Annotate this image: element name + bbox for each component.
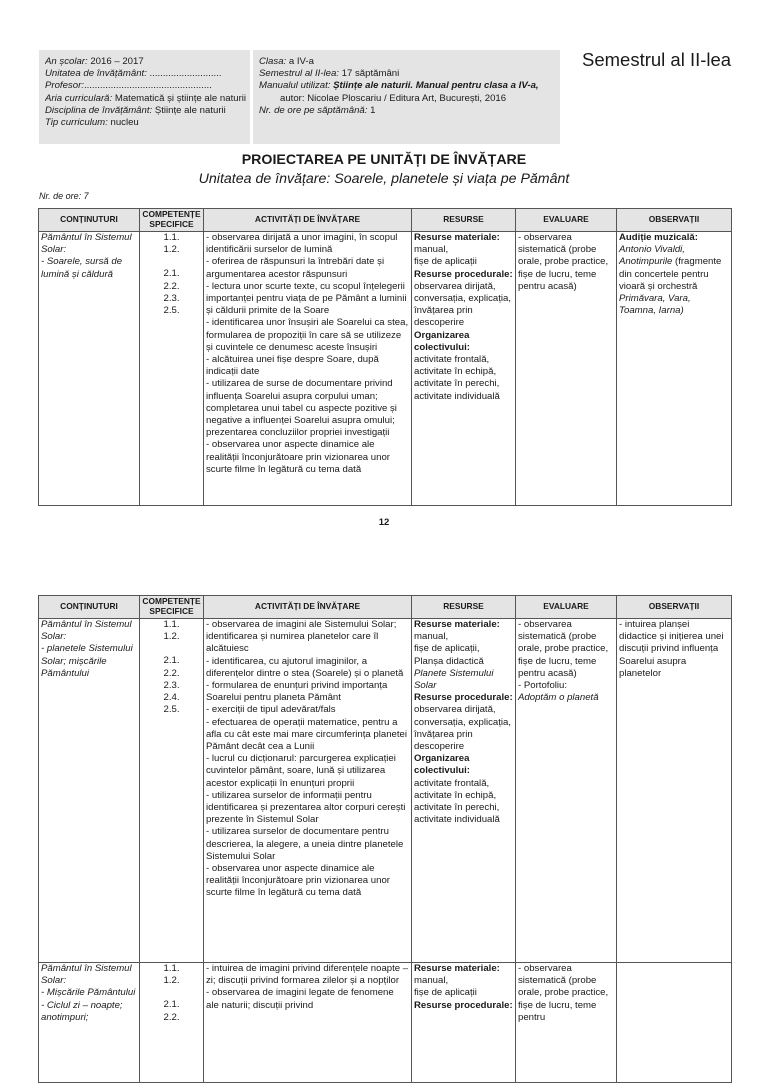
class-info: Clasa: a IV-a (259, 56, 314, 67)
teacher: Profesor:................................................ (45, 80, 212, 92)
school-year: An școlar: 2016 – 2017 (45, 56, 144, 67)
resource-label: Organizarea colectivului: (414, 329, 470, 353)
column-header-activities: ACTIVITĂȚI DE ÎNVĂȚARE (204, 209, 412, 232)
evaluation-item: - observarea sistematică (probe orale, probe practice, fișe de lucru, teme pentru (518, 963, 609, 1023)
competence-code: 2.3. (163, 679, 180, 691)
activity-item: - alcătuirea unei fișe despre Soare, după indicații date (206, 354, 379, 378)
column-header-contents: CONȚINUTURI (39, 209, 140, 232)
contents-cell (39, 963, 140, 1083)
competence-code: 1.1. (163, 232, 180, 243)
activity-item: - observarea unor aspecte dinamice ale realității înconjurătoare prin vizionarea unor scurte filme în legătură cu tema dată (206, 863, 390, 899)
content-line: Pământul în Sistemul Solar: (41, 619, 132, 643)
activity-item: - utilizarea surselor de informații pentru identificarea și prezentarea altor corpuri cerești prezente în Sistemul Solar (206, 789, 406, 826)
competence-code: 1.1. (163, 963, 180, 974)
table-row (39, 232, 732, 506)
semester-title: Semestrul al II-lea (582, 49, 732, 70)
observations-cell (617, 963, 732, 1083)
column-header-evaluation: EVALUARE (516, 596, 617, 619)
column-header-contents: CONȚINUTURI (39, 596, 140, 619)
hours-note: Nr. de ore: 7 (39, 191, 89, 201)
content-line: Pământul în Sistemul Solar: (41, 963, 132, 987)
table-row (39, 963, 732, 1083)
resources-cell (412, 619, 516, 963)
discipline: Disciplina de învățământ: Științe ale naturii (45, 104, 226, 116)
evaluation-cell (516, 619, 617, 963)
competence-code: 1.2. (163, 631, 180, 643)
column-header-activities: ACTIVITĂȚI DE ÎNVĂȚARE (204, 596, 412, 619)
resource-item: activitate frontală, activitate în echipă, activitate în perechi, activitate individuală (414, 354, 500, 402)
resource-label: Resurse procedurale: (414, 692, 513, 704)
table-header-row (39, 596, 732, 619)
table-header-row (39, 209, 732, 232)
planning-table-page-13 (38, 595, 732, 1083)
resource-item: manual, (414, 244, 449, 256)
content-line: - Mișcările Pământului (41, 987, 136, 999)
competence-code: 2.1. (163, 268, 180, 280)
observations-cell (617, 232, 732, 506)
manual-info: Manualul utilizat: Științe ale naturii. Manual pentru clasa a IV-a, (259, 80, 539, 92)
unit-subtitle: Unitatea de învățare: Soarele, planetele și viața pe Pământ (198, 171, 570, 187)
resource-item: Planșa didactică (414, 655, 484, 667)
activities-cell (204, 963, 412, 1083)
page-title: PROIECTAREA PE UNITĂȚI DE ÎNVĂȚARE (241, 152, 527, 168)
column-header-competences: COMPETENȚE SPECIFICE (140, 596, 204, 619)
evaluation-item: - observarea sistematică (probe orale, probe practice, fișe de lucru, teme pentru acasă) (518, 232, 609, 292)
resource-item: fișe de aplicații, (414, 643, 480, 655)
resource-label: Resurse materiale: (414, 232, 500, 243)
resource-label: Organizarea colectivului: (414, 753, 470, 777)
resource-item: activitate frontală, activitate în echipă, activitate în perechi, activitate individuală (414, 777, 500, 826)
activity-item: - lucrul cu dicționarul: parcurgerea explicației cuvintelor pământ, soare, lună și utilizarea acestor explicații în enunțuri proprii (206, 753, 396, 789)
activity-item: - intuirea de imagini privind diferențele noapte – zi; discuții privind formarea zilelor și a nopților (206, 963, 409, 987)
resource-item: fișe de aplicații (414, 987, 477, 999)
activities-cell (204, 619, 412, 963)
resource-item: Planete Sistemului Solar (414, 667, 494, 692)
activities-cell (204, 232, 412, 506)
resource-item: observarea dirijată, conversația, explicația, învățarea prin descoperire (414, 704, 512, 753)
resource-item: manual, (414, 975, 449, 987)
activity-item: - identificarea, cu ajutorul imaginilor, a diferențelor dintre o stea (Soarele) și o planetă (206, 655, 404, 679)
competence-code: 2.4. (163, 692, 180, 704)
activity-item: - observarea unor aspecte dinamice ale realității înconjurătoare prin vizionarea unor scurte filme în legătură cu tema dată (206, 439, 390, 475)
content-line: Pământul în Sistemul Solar: (41, 232, 132, 256)
activity-item: - observarea de imagini legate de fenomene ale naturii; discuții privind (206, 987, 394, 1011)
curriculum-type: Tip curriculum: nucleu (45, 117, 139, 129)
resource-item: fișe de aplicații (414, 256, 477, 268)
evaluation-item: - observarea sistematică (probe orale, probe practice, fișe de lucru, teme pentru acasă) (518, 619, 609, 679)
activity-item: - identificarea unor însușiri ale Soarelui ca stea, formularea de propoziții în care să se utilizeze și cuvintele ce denumesc aceste însușiri (206, 317, 409, 353)
evaluation-item: - Portofoliu: (518, 680, 568, 692)
header-info-middle (253, 50, 560, 144)
resource-item: manual, (414, 631, 449, 643)
competence-code: 1.1. (163, 619, 180, 630)
competence-code: 1.2. (163, 975, 180, 987)
activity-item: - utilizarea surselor de documentare pentru descrierea, la alegere, a uneia dintre planetele Sistemului Solar (206, 826, 404, 862)
competence-code: 2.5. (163, 305, 180, 317)
table-row (39, 619, 732, 963)
contents-cell (39, 619, 140, 963)
header-info-left (39, 50, 250, 144)
column-header-observations: OBSERVAȚII (617, 209, 732, 232)
column-header-observations: OBSERVAȚII (617, 596, 732, 619)
evaluation-item: Adoptăm o planetă (518, 692, 599, 704)
competence-code: 2.1. (163, 655, 180, 667)
competence-code: 2.2. (163, 280, 180, 292)
activity-item: - exerciții de tipul adevărat/fals (206, 704, 336, 716)
observation-label: Audiție muzicală: (619, 232, 698, 243)
resources-cell (412, 963, 516, 1083)
competences-cell (140, 232, 204, 506)
competences-cell (140, 619, 204, 963)
competence-code: 2.3. (163, 292, 180, 304)
activity-item: - efectuarea de operații matematice, pentru a afla cu cât este mai mare circumferința planetei Pământ decât cea a Lunii (206, 716, 408, 753)
competence-code: 2.2. (163, 1011, 180, 1023)
resource-label: Resurse procedurale: (414, 268, 513, 280)
observation-text: - intuirea planșei didactice și inițierea unei discuții privind influența Soarelui asupra planetelor (619, 619, 724, 679)
resource-label: Resurse materiale: (414, 619, 500, 630)
content-line: - Soarele, sursă de lumină și căldură (41, 256, 123, 280)
curricular-area: Aria curriculară: Matematică și științe ale naturii (45, 92, 246, 104)
column-header-resources: RESURSE (412, 596, 516, 619)
column-header-evaluation: EVALUARE (516, 209, 617, 232)
observations-cell (617, 619, 732, 963)
activity-item: - lectura unor scurte texte, cu scopul înțelegerii importanței pentru viața de pe Pământ a luminii și căldurii primite de la Soare (206, 280, 407, 317)
page-number: 12 (378, 517, 390, 528)
activity-item: - observarea de imagini ale Sistemului Solar; identificarea și numirea planetelor care îl alcătuiesc (206, 619, 397, 655)
resource-label: Resurse materiale: (414, 963, 500, 974)
resource-item: observarea dirijată, conversația, explicația, învățarea prin descoperire (414, 280, 512, 329)
content-line: - Ciclul zi – noapte; anotimpuri; (41, 999, 123, 1023)
activity-item: - oferirea de răspunsuri la întrebări date și argumentarea acestor răspunsuri (206, 256, 385, 280)
evaluation-cell (516, 963, 617, 1083)
weekly-hours: Nr. de ore pe săptămână: 1 (259, 104, 376, 116)
evaluation-cell (516, 232, 617, 506)
activity-item: - formularea de enunțuri privind importanța Soarelui pentru planeta Pământ (206, 680, 388, 704)
competences-cell (140, 963, 204, 1083)
school-unit: Unitatea de învățământ: ........................... (45, 68, 222, 80)
activity-item: - utilizarea de surse de documentare privind influența Soarelui asupra corpului uman; completarea unui tabel cu aspecte pozitive și negative a influenței Soarelui asupra omului; prezentarea concluziilor propriei investigații (206, 378, 397, 439)
resource-label: Resurse procedurale: (414, 999, 513, 1011)
competence-code: 2.5. (163, 704, 180, 716)
observation-text: Antonio Vivaldi, Anotimpurile (fragmente din concertele pentru vioară și orchestră Primăvara, Vara, Toamna, Iarna) (619, 244, 722, 317)
column-header-resources: RESURSE (412, 209, 516, 232)
content-line: - planetele Sistemului Solar; mișcările Pământului (41, 643, 133, 679)
contents-cell (39, 232, 140, 506)
activity-item: - observarea dirijată a unor imagini, în scopul identificării surselor de lumină (206, 232, 398, 256)
planning-table-page-12 (38, 208, 732, 506)
competence-code: 2.2. (163, 667, 180, 679)
competence-code: 1.2. (163, 244, 180, 256)
semester-info: Semestrul al II-lea: 17 săptămâni (259, 68, 400, 80)
resources-cell (412, 232, 516, 506)
competence-code: 2.1. (163, 999, 180, 1011)
column-header-competences: COMPETENȚE SPECIFICE (140, 209, 204, 232)
manual-author: autor: Nicolae Ploscariu / Editura Art, București, 2016 (280, 92, 507, 104)
